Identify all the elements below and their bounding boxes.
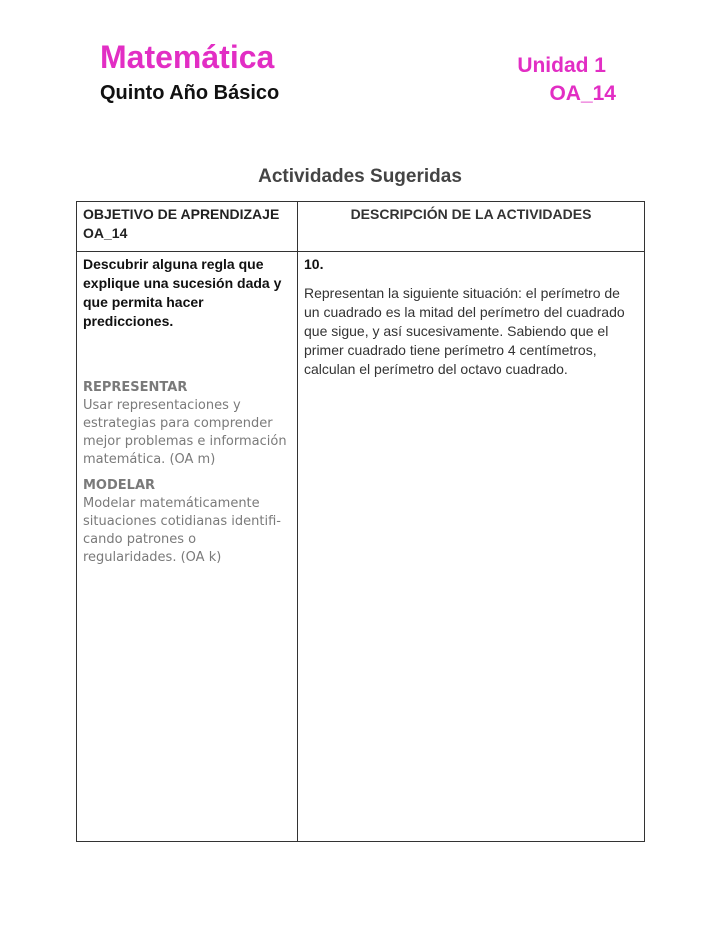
table-header-row bbox=[77, 202, 645, 252]
skill-desc-modelar: Modelar matemáticamente situaciones cotidianas identifi-cando patrones o regularidades. (OA k) bbox=[83, 496, 281, 565]
unit-label: Unidad 1 bbox=[517, 54, 606, 77]
section-title: Actividades Sugeridas bbox=[258, 166, 462, 187]
activity-cell bbox=[298, 252, 645, 842]
description-column-header: DESCRIPCIÓN DE LA ACTIVIDADES bbox=[298, 202, 645, 252]
objective-header-line2: OA_14 bbox=[83, 225, 128, 241]
objective-text: Descubrir alguna regla que explique una sucesión dada y que permita hacer predicciones. bbox=[83, 256, 282, 329]
oa-label: OA_14 bbox=[549, 82, 616, 105]
objective-column-header bbox=[77, 202, 298, 252]
skill-desc-representar: Usar representaciones y estrategias para comprender mejor problemas e información matemática. (OA m) bbox=[83, 398, 287, 467]
objective-header-line1: OBJETIVO DE APRENDIZAJE bbox=[83, 206, 280, 222]
activity-description: Representan la siguiente situación: el perímetro de un cuadrado es la mitad del perímetro del cuadrado que sigue, y así sucesivamente. Sabiendo que el primer cuadrado tiene perímetro 4 centímetros, calculan el perímetro del octavo cuadrado. bbox=[304, 285, 625, 377]
objective-cell bbox=[77, 252, 298, 842]
activities-table bbox=[76, 201, 645, 842]
skills-box bbox=[83, 379, 291, 567]
skill-name-modelar: MODELAR bbox=[83, 478, 156, 493]
subject-title: Matemática bbox=[100, 39, 275, 75]
table-row bbox=[77, 252, 645, 842]
grade-title: Quinto Año Básico bbox=[100, 82, 280, 104]
skill-name-representar: REPRESENTAR bbox=[83, 380, 188, 395]
activity-number: 10. bbox=[304, 256, 324, 272]
